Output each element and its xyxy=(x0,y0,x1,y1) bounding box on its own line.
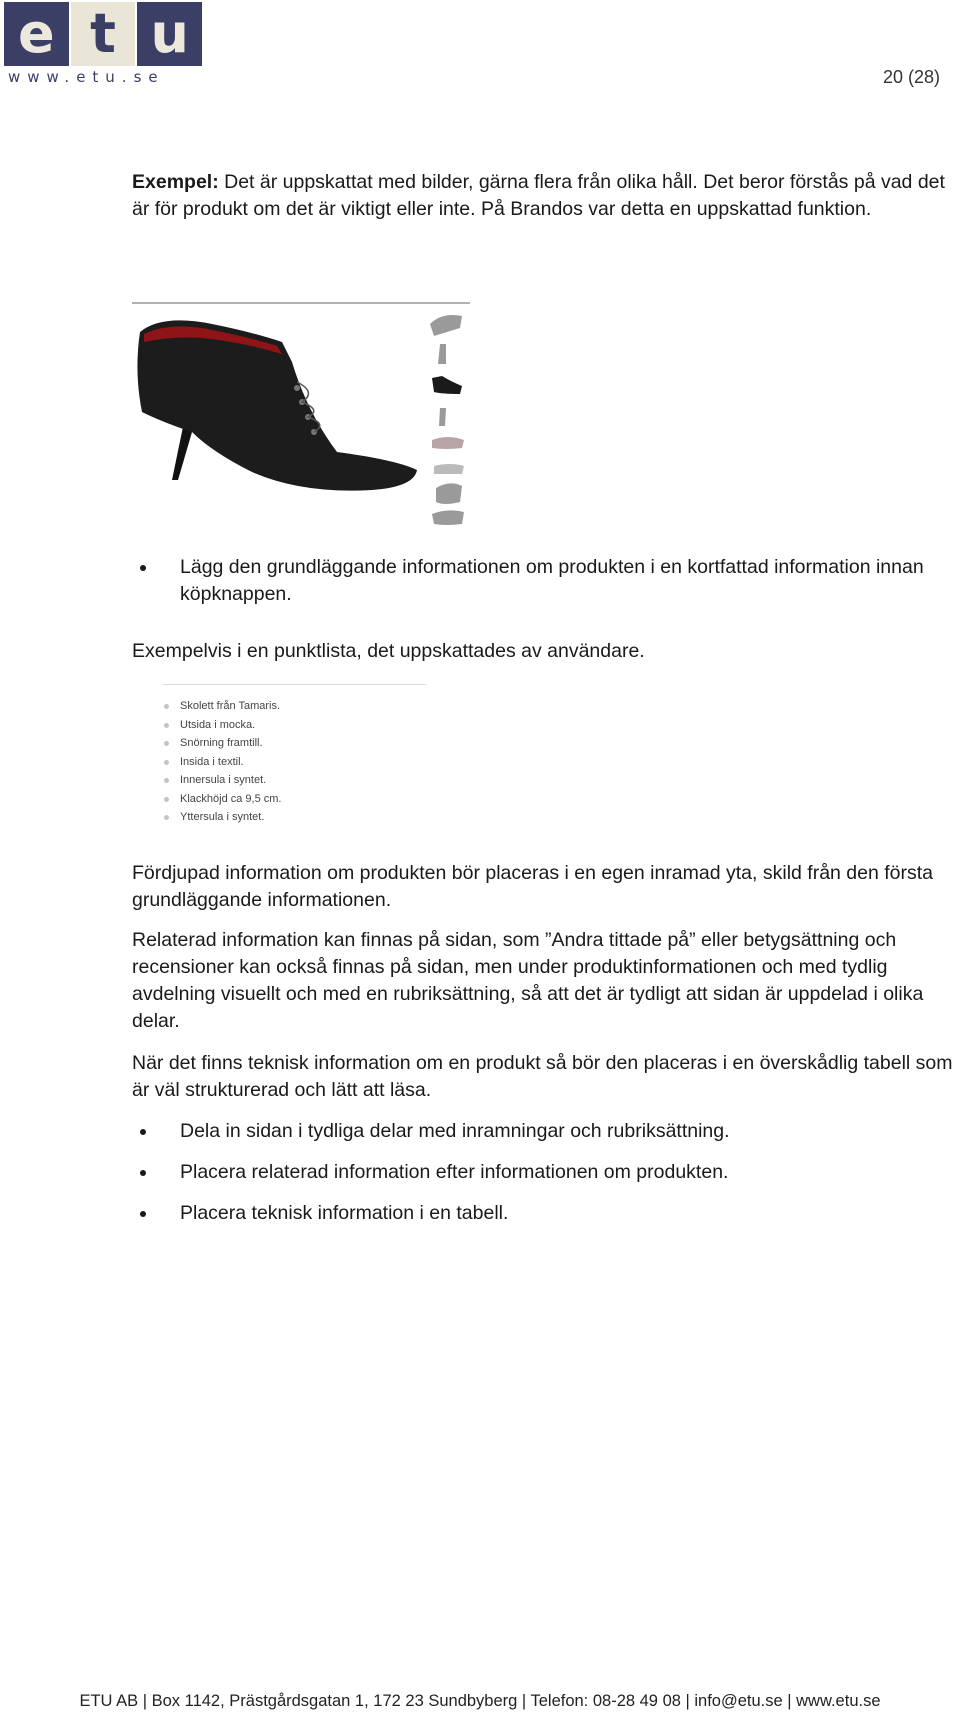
etu-logo xyxy=(4,2,202,86)
product-feature-item xyxy=(162,753,432,772)
bullet-icon xyxy=(164,741,169,746)
product-feature-item xyxy=(162,771,432,790)
product-feature-text: Yttersula i syntet. xyxy=(180,811,265,823)
list-item xyxy=(132,554,952,608)
logo-letter-u: u xyxy=(137,2,202,66)
product-feature-text: Klackhöjd ca 9,5 cm. xyxy=(180,792,282,805)
list-item-text: Lägg den grundläggande informationen om produkten i en kortfattad information innan köpknappen. xyxy=(180,556,924,605)
exempelvis-paragraph: Exempelvis i en punktlista, det uppskattades av användare. xyxy=(132,640,645,662)
bullet-icon xyxy=(140,565,146,571)
product-feature-item xyxy=(162,790,432,809)
bullet-list-1 xyxy=(132,554,952,608)
product-feature-text: Utsida i mocka. xyxy=(180,718,256,731)
bullet-icon xyxy=(164,723,169,728)
product-feature-text: Snörning framtill. xyxy=(180,737,263,749)
intro-label: Exempel: xyxy=(132,171,219,193)
logo-letter-t: t xyxy=(71,2,136,66)
bullet-icon xyxy=(140,1129,146,1135)
page-number: 20 (28) xyxy=(882,67,940,87)
logo-letter-e: e xyxy=(4,2,69,66)
bullet-icon xyxy=(164,797,169,802)
bullet-icon xyxy=(164,760,169,765)
intro-paragraph xyxy=(132,169,952,223)
shoe-photo xyxy=(132,302,470,538)
bullet-icon xyxy=(140,1211,146,1217)
list-item-text: Dela in sidan i tydliga delar med inramningar och rubriksättning. xyxy=(180,1120,730,1142)
product-feature-list xyxy=(162,697,432,827)
bullet-icon xyxy=(164,704,169,709)
bullet-icon xyxy=(164,815,169,820)
fordjupad-paragraph: Fördjupad information om produkten bör placeras i en egen inramad yta, skild från den första grundläggande informationen. xyxy=(132,862,934,911)
intro-text: Det är uppskattat med bilder, gärna flera från olika håll. Det beror förstås på vad det är för produkt om det är viktigt eller inte. På Brandos var detta en uppskattad funktion. xyxy=(132,171,945,220)
product-feature-text: Innersula i syntet. xyxy=(180,774,267,786)
logo-blocks xyxy=(4,2,202,66)
screenshot-divider xyxy=(162,684,426,685)
page-footer: ETU AB | Box 1142, Prästgårdsgatan 1, 172 23 Sundbyberg | Telefon: 08-28 49 08 | info@etu.se | www.etu.se xyxy=(79,1692,881,1710)
list-item xyxy=(132,1200,952,1227)
product-feature-item xyxy=(162,697,432,716)
nar-paragraph: När det finns teknisk information om en produkt så bör den placeras i en överskådlig tabell som är väl strukturerad och lätt att läsa. xyxy=(132,1052,953,1101)
list-item xyxy=(132,1118,952,1145)
bullet-icon xyxy=(140,1170,146,1176)
list-item-text: Placera teknisk information i en tabell. xyxy=(180,1202,509,1224)
product-feature-text: Skolett från Tamaris. xyxy=(180,700,281,712)
list-item-text: Placera relaterad information efter informationen om produkten. xyxy=(180,1161,729,1183)
relaterad-paragraph: Relaterad information kan finnas på sidan, som ”Andra tittade på” eller betygsättning och recensioner kan också finnas på sidan, men under produktinformationen och med tydlig avdelning visuellt och med en rubriksättning, så att det är tydligt att sidan är uppdelad i olika delar. xyxy=(132,929,924,1032)
product-list-screenshot xyxy=(162,684,432,832)
product-feature-item xyxy=(162,716,432,735)
product-feature-item xyxy=(162,808,432,827)
product-feature-item xyxy=(162,734,432,753)
logo-url: www.etu.se xyxy=(8,68,165,86)
list-item xyxy=(132,1159,952,1186)
product-feature-text: Insida i textil. xyxy=(180,755,244,768)
bullet-icon xyxy=(164,778,169,783)
bullet-list-2 xyxy=(132,1118,952,1241)
